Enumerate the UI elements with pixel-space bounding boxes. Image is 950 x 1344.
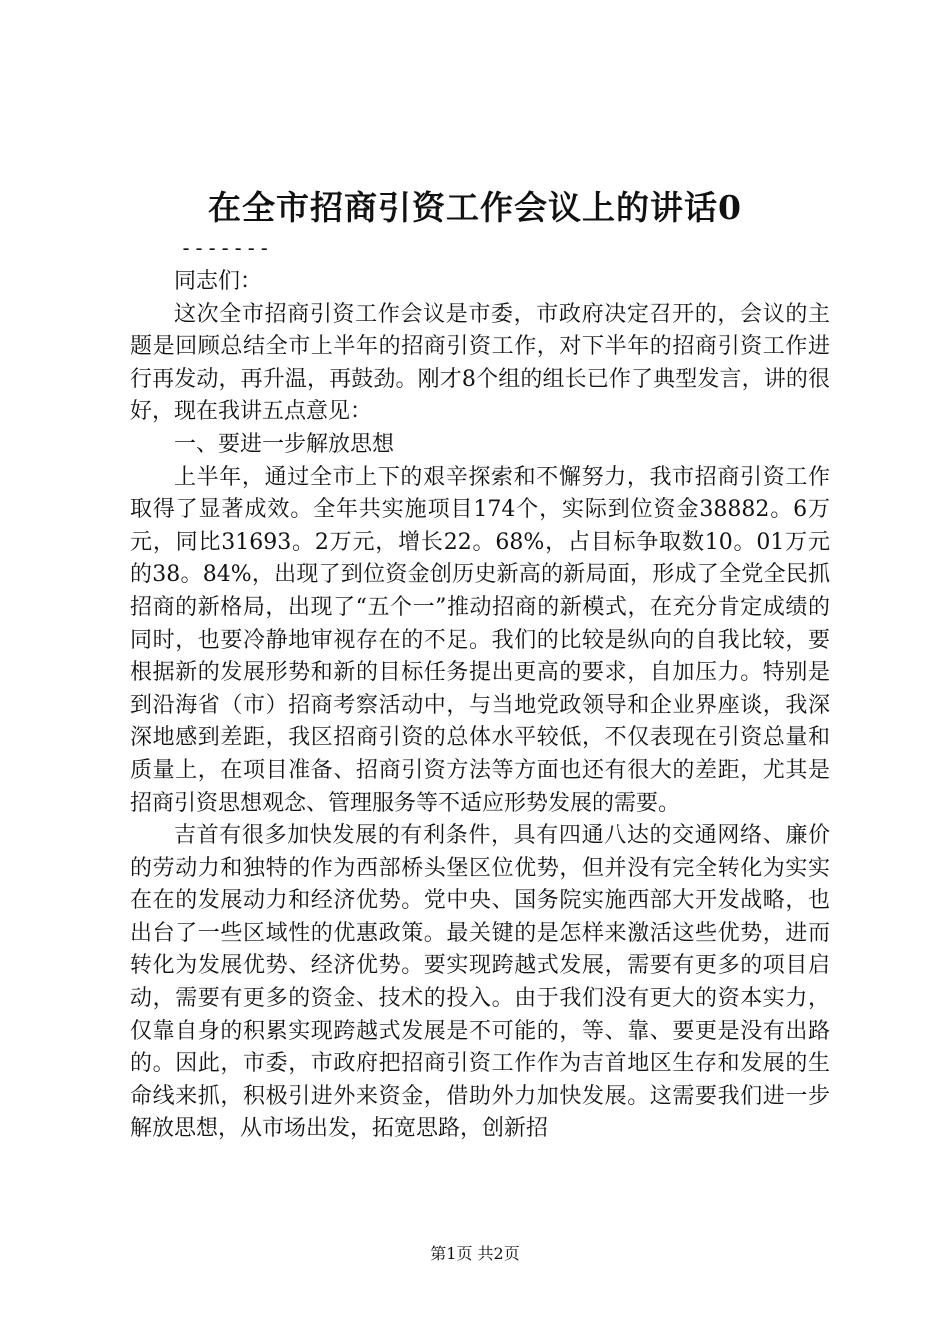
- salutation: 同志们：: [174, 269, 263, 294]
- document-title: 在全市招商引资工作会议上的讲话0: [208, 188, 742, 227]
- paragraph-advantages: 吉首有很多加快发展的有利条件，具有四通八达的交通网络、廉价的劳动力和独特的作为西部桥头堡区位优势，但并没有完全转化为实实在在的发展动力和经济优势。党中央、国务院实施西部大开发战略，也出台了一些区域性的优惠政策。最关键的是怎样来激活这些优势，进而转化为发展优势、经济优势。要实现跨越式发展，需要有更多的项目启动，需要有更多的资金、技术的投入。由于我们没有更大的资本实力，仅靠自身的积累实现跨越式发展是不可能的，等、靠、要更是没有出路的。因此，市委，市政府把招商引资工作作为吉首地区生存和发展的生命线来抓，积极引进外来资金，借助外力加快发展。这需要我们进一步解放思想，从市场出发，拓宽思路，创新招: [130, 823, 830, 1142]
- document-body: [130, 266, 830, 1146]
- section-heading-1: 一、要进一步解放思想: [174, 431, 395, 457]
- title-underline-dashes: -------: [180, 236, 272, 260]
- paragraph-achievements: 上半年，通过全市上下的艰辛探索和不懈努力，我市招商引资工作取得了显著成效。全年共实施项目174个，实际到位资金38882。6万元，同比31693。2万元，增长22。68%，占目标争取数10。01万元的38。84%，出现了到位资金创历史新高的新局面，形成了全党全民抓招商的新格局，出现了“五个一”推动招商的新模式，在充分肯定成绩的同时，也要冷静地审视存在的不足。我们的比较是纵向的自我比较，要根据新的发展形势和新的目标任务提出更高的要求，自加压力。特别是到沿海省（市）招商考察活动中，与当地党政领导和企业界座谈，我深深地感到差距，我区招商引资的总体水平较低，不仅表现在引资总量和质量上，在项目准备、招商引资方法等方面也还有很大的差距，尤其是招商引资思想观念、管理服务等不适应形势发展的需要。: [130, 464, 830, 816]
- paragraph-intro: 这次全市招商引资工作会议是市委，市政府决定召开的，会议的主题是回顾总结全市上半年的招商引资工作，对下半年的招商引资工作进行再发动，再升温，再鼓劲。刚才8个组的组长已作了典型发言，讲的很好，现在我讲五点意见：: [130, 301, 830, 425]
- page-footer: 第1页 共2页: [430, 1244, 520, 1263]
